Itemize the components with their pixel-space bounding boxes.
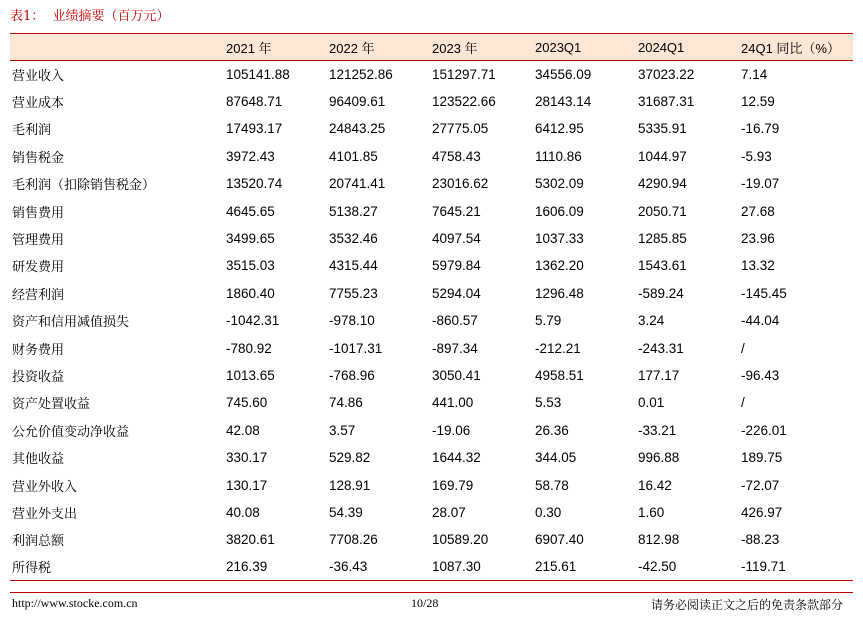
table-cell: -780.92	[226, 340, 272, 356]
table-cell: 128.91	[329, 477, 371, 493]
table-row	[10, 307, 853, 334]
table-row	[10, 280, 853, 307]
table-cell: -42.50	[632, 554, 735, 581]
table-cell: 745.60	[226, 395, 268, 411]
table-cell: 0.01	[638, 395, 665, 411]
table-cell: -96.43	[741, 367, 780, 383]
table-cell: 812.98	[638, 532, 680, 548]
table-cell: 17493.17	[226, 121, 283, 137]
table-cell: -860.57	[432, 313, 478, 329]
table-cell: -88.23	[741, 532, 780, 548]
table-cell: 5335.91	[638, 121, 687, 137]
table-cell: 3515.03	[226, 258, 275, 274]
table-cell: 5.53	[535, 395, 562, 411]
row-label: 所得税	[10, 554, 220, 581]
table-cell: 3499.65	[226, 231, 275, 247]
table-cell: 3.24	[638, 313, 665, 329]
table-cell: 1285.85	[638, 231, 687, 247]
table-cell: 87648.71	[226, 94, 283, 110]
table-cell: 4097.54	[432, 231, 481, 247]
table-cell: 34556.09	[535, 66, 592, 82]
table-row	[10, 471, 853, 498]
table-cell: 40.08	[226, 504, 260, 520]
table-cell: 3050.41	[432, 367, 481, 383]
table-cell: 169.79	[432, 477, 474, 493]
table-cell: 1087.30	[426, 554, 529, 581]
summary-table-container	[10, 33, 853, 581]
row-label: 利润总额	[12, 534, 65, 550]
table-cell: 58.78	[535, 477, 569, 493]
table-cell: 74.86	[329, 395, 363, 411]
table-cell: 6907.40	[535, 532, 584, 548]
table-cell: 7.14	[741, 66, 768, 82]
table-cell: 27.68	[741, 203, 775, 219]
table-cell: 1644.32	[432, 450, 481, 466]
table-cell: -212.21	[535, 340, 581, 356]
row-label: 研发费用	[12, 260, 65, 276]
table-row	[10, 225, 853, 252]
table-cell: 189.75	[741, 450, 783, 466]
table-cell: /	[741, 340, 745, 356]
table-cell: 24843.25	[329, 121, 386, 137]
table-row	[10, 197, 853, 224]
table-row	[10, 61, 853, 88]
table-cell: 1.60	[638, 504, 665, 520]
row-label: 销售税金	[12, 150, 65, 166]
table-row	[10, 334, 853, 361]
table-cell: 3532.46	[329, 231, 378, 247]
column-header: 2024Q1	[632, 34, 735, 61]
table-cell: 123522.66	[432, 94, 496, 110]
table-cell: 216.39	[220, 554, 323, 581]
row-label: 经营利润	[12, 287, 65, 303]
table-cell: 426.97	[741, 504, 783, 520]
table-cell: 5138.27	[329, 203, 378, 219]
table-cell: 28143.14	[535, 94, 592, 110]
table-cell: 1037.33	[535, 231, 584, 247]
table-cell: 42.08	[226, 422, 260, 438]
footer-url: http://www.stocke.com.cn	[12, 596, 138, 610]
table-cell: 330.17	[226, 450, 268, 466]
footer-divider	[10, 592, 853, 593]
table-cell: 10589.20	[432, 532, 489, 548]
table-cell: 37023.22	[638, 66, 695, 82]
row-label: 营业外收入	[12, 479, 78, 495]
table-cell: 529.82	[329, 450, 371, 466]
table-cell: 7708.26	[329, 532, 378, 548]
page-number: 10/28	[411, 596, 439, 610]
table-cell: 996.88	[638, 450, 680, 466]
table-cell: 4290.94	[638, 176, 687, 192]
table-cell: 5.79	[535, 313, 562, 329]
table-row	[10, 170, 853, 197]
table-cell: 2050.71	[638, 203, 687, 219]
column-header: 2023Q1	[529, 34, 632, 61]
table-cell: 3820.61	[226, 532, 275, 548]
row-label: 营业外支出	[12, 506, 78, 522]
table-cell: 28.07	[432, 504, 466, 520]
footer-disclaimer: 请务必阅读正文之后的免责条款部分	[650, 598, 843, 612]
table-cell: 23016.62	[432, 176, 489, 192]
row-label: 营业收入	[12, 68, 65, 84]
table-cell: 441.00	[432, 395, 474, 411]
table-cell: 1860.40	[226, 285, 275, 301]
column-header: 2022 年	[323, 34, 426, 61]
table-cell: 27775.05	[432, 121, 489, 137]
table-cell: 1543.61	[638, 258, 687, 274]
table-row	[10, 554, 853, 581]
table-cell: 215.61	[529, 554, 632, 581]
table-cell: 1606.09	[535, 203, 584, 219]
table-cell: 4958.51	[535, 367, 584, 383]
table-cell: 1110.86	[535, 148, 582, 164]
table-cell: -36.43	[323, 554, 426, 581]
table-cell: 1362.20	[535, 258, 584, 274]
table-cell: -33.21	[638, 422, 677, 438]
table-cell: 5979.84	[432, 258, 481, 274]
table-row	[10, 88, 853, 115]
table-cell: 13520.74	[226, 176, 283, 192]
table-cell: 5294.04	[432, 285, 481, 301]
table-cell: -589.24	[638, 285, 684, 301]
table-header-row	[10, 34, 853, 61]
column-header: 2021 年	[220, 34, 323, 61]
table-cell: 4315.44	[329, 258, 378, 274]
table-cell: -243.31	[638, 340, 684, 356]
table-cell: /	[741, 395, 745, 411]
table-row	[10, 115, 853, 142]
table-cell: 151297.71	[432, 66, 496, 82]
table-cell: 344.05	[535, 450, 577, 466]
table-cell: 5302.09	[535, 176, 584, 192]
table-cell: 16.42	[638, 477, 672, 493]
table-cell: 12.59	[741, 94, 775, 110]
row-label: 毛利润（扣除销售税金）	[12, 178, 156, 194]
table-cell: -978.10	[329, 313, 375, 329]
table-body	[10, 61, 853, 581]
table-cell: -19.07	[741, 176, 780, 192]
table-cell: 130.17	[226, 477, 268, 493]
table-cell: 177.17	[638, 367, 680, 383]
table-cell: -1017.31	[329, 340, 383, 356]
table-cell: 121252.86	[329, 66, 393, 82]
row-label: 投资收益	[12, 369, 65, 385]
table-cell: -897.34	[432, 340, 478, 356]
table-cell: 105141.88	[226, 66, 290, 82]
table-row	[10, 417, 853, 444]
table-row	[10, 252, 853, 279]
table-cell: 7645.21	[432, 203, 481, 219]
table-row	[10, 389, 853, 416]
column-header	[10, 34, 220, 61]
column-header: 2023 年	[426, 34, 529, 61]
table-cell: -19.06	[432, 422, 471, 438]
table-cell: 13.32	[741, 258, 775, 274]
table-cell: 4101.85	[329, 148, 378, 164]
table-cell: -16.79	[741, 121, 780, 137]
table-cell: 23.96	[741, 231, 775, 247]
table-cell: 1296.48	[535, 285, 584, 301]
table-cell: 54.39	[329, 504, 363, 520]
table-cell: 4758.43	[432, 148, 481, 164]
row-label: 资产处置收益	[12, 397, 91, 413]
table-row	[10, 499, 853, 526]
table-cell: 3.57	[329, 422, 356, 438]
table-cell: -768.96	[329, 367, 375, 383]
table-cell: 1044.97	[638, 148, 687, 164]
table-cell: 0.30	[535, 504, 562, 520]
row-label: 公允价值变动净收益	[12, 424, 130, 440]
table-cell: -1042.31	[226, 313, 280, 329]
table-row	[10, 526, 853, 553]
row-label: 销售费用	[12, 205, 65, 221]
row-label: 其他收益	[12, 452, 65, 468]
table-cell: 31687.31	[638, 94, 695, 110]
table-cell: 1013.65	[226, 367, 275, 383]
table-cell: 7755.23	[329, 285, 378, 301]
table-row	[10, 444, 853, 471]
summary-table	[10, 33, 853, 581]
table-cell: -226.01	[741, 422, 787, 438]
table-cell: -44.04	[741, 313, 780, 329]
table-cell: 6412.95	[535, 121, 584, 137]
table-cell: 3972.43	[226, 148, 275, 164]
table-cell: -72.07	[741, 477, 780, 493]
table-cell: -145.45	[741, 285, 787, 301]
table-cell: -119.71	[735, 554, 853, 581]
table-row	[10, 362, 853, 389]
column-header: 24Q1 同比（%）	[735, 34, 853, 61]
row-label: 毛利润	[12, 123, 52, 139]
table-cell: 26.36	[535, 422, 569, 438]
table-row	[10, 143, 853, 170]
row-label: 管理费用	[12, 233, 65, 249]
table-cell: -5.93	[741, 148, 772, 164]
table-cell: 96409.61	[329, 94, 386, 110]
table-cell: 4645.65	[226, 203, 275, 219]
row-label: 财务费用	[12, 342, 65, 358]
table-caption: 表1： 业绩摘要（百万元）	[10, 9, 170, 24]
table-cell: 20741.41	[329, 176, 386, 192]
row-label: 营业成本	[12, 96, 65, 112]
row-label: 资产和信用减值损失	[12, 315, 130, 331]
